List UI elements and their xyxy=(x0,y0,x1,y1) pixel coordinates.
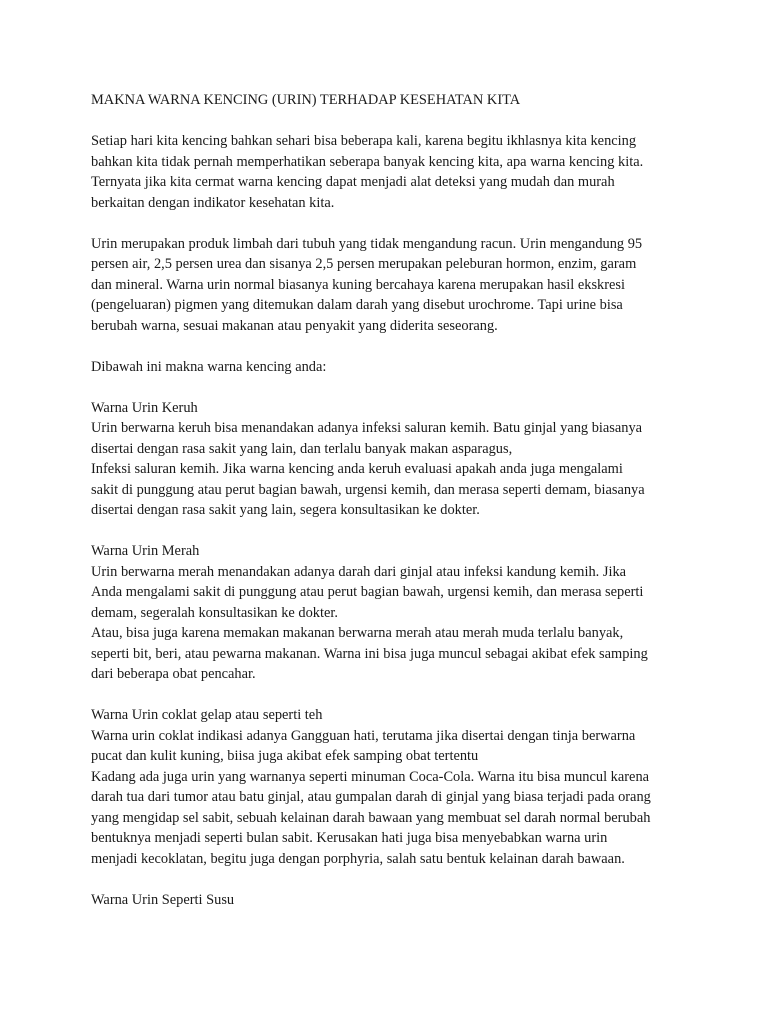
paragraph-line: bentuknya menjadi seperti bulan sabit. Kerusakan hati juga bisa menyebabkan warna urin xyxy=(91,830,608,846)
intro-paragraph xyxy=(91,131,691,213)
section-susu xyxy=(91,890,691,911)
paragraph-line: Setiap hari kita kencing bahkan sehari bisa beberapa kali, karena begitu ikhlasnya kita kencing xyxy=(91,133,637,149)
section-keruh xyxy=(91,398,691,521)
paragraph-line: Anda mengalami sakit di punggung atau perut bagian bawah, urgensi kemih, dan merasa seperti xyxy=(91,584,644,600)
paragraph-line: seperti bit, beri, atau pewarna makanan. Warna ini bisa juga muncul sebagai akibat efek samping xyxy=(91,645,648,662)
spacer xyxy=(91,685,691,706)
paragraph-line: Infeksi saluran kemih. Jika warna kencing anda keruh evaluasi apakah anda juga mengalami xyxy=(91,461,623,477)
paragraph-line: pucat dan kulit kuning, biisa juga akibat efek samping obat tertentu xyxy=(91,748,479,764)
paragraph-line: disertai dengan rasa sakit yang lain, segera konsultasikan ke dokter. xyxy=(91,502,480,518)
section-heading: Warna Urin coklat gelap atau seperti teh xyxy=(91,707,323,723)
paragraph-line: Atau, bisa juga karena memakan makanan berwarna merah atau merah muda terlalu banyak, xyxy=(91,625,624,641)
document-title: MAKNA WARNA KENCING (URIN) TERHADAP KESEHATAN KITA xyxy=(91,92,521,108)
spacer xyxy=(91,111,691,132)
paragraph-line: (pengeluaran) pigmen yang ditemukan dalam darah yang disebut urochrome. Tapi urine bisa xyxy=(91,297,623,313)
section-heading: Warna Urin Keruh xyxy=(91,399,198,416)
paragraph-line: disertai dengan rasa sakit yang lain, dan terlalu banyak makan asparagus, xyxy=(91,440,513,457)
paragraph-line: persen air, 2,5 persen urea dan sisanya 2,5 persen merupakan peleburan hormon, enzim, garam xyxy=(91,256,637,272)
spacer xyxy=(91,336,691,357)
section-merah xyxy=(91,541,691,685)
document-body xyxy=(91,90,691,910)
spacer xyxy=(91,377,691,398)
paragraph-line: Urin berwarna keruh bisa menandakan adanya infeksi saluran kemih. Batu ginjal yang biasanya xyxy=(91,420,643,436)
paragraph-line: dari beberapa obat pencahar. xyxy=(91,666,256,682)
composition-paragraph xyxy=(91,234,691,337)
paragraph-line: menjadi kecoklatan, begitu juga dengan porphyria, salah satu bentuk kelainan darah bawaan. xyxy=(91,850,625,867)
spacer xyxy=(91,521,691,542)
paragraph-line: berkaitan dengan indikator kesehatan kita. xyxy=(91,194,335,211)
paragraph-line: yang mengidap sel sabit, sebuah kelainan darah bawaan yang membuat sel darah normal berubah xyxy=(91,809,651,826)
paragraph-line: berubah warna, sesuai makanan atau penyakit yang diderita seseorang. xyxy=(91,317,498,334)
section-heading: Warna Urin Merah xyxy=(91,543,200,559)
paragraph-line: dan mineral. Warna urin normal biasanya kuning bercahaya karena merupakan hasil ekskresi xyxy=(91,276,626,293)
paragraph-line: bahkan kita tidak pernah memperhatikan seberapa banyak kencing kita, apa warna kencing kita. xyxy=(91,153,644,170)
section-heading: Warna Urin Seperti Susu xyxy=(91,891,235,908)
paragraph-line: demam, segeralah konsultasikan ke dokter. xyxy=(91,604,338,621)
paragraph-line: sakit di punggung atau perut bagian bawah, urgensi kemih, dan merasa seperti demam, biasanya xyxy=(91,481,645,498)
paragraph-line: Urin merupakan produk limbah dari tubuh yang tidak mengandung racun. Urin mengandung 95 xyxy=(91,235,643,252)
paragraph-line: darah tua dari tumor atau batu ginjal, atau gumpalan darah di ginjal yang biasa terjadi pada orang xyxy=(91,789,651,805)
paragraph-line: Urin berwarna merah menandakan adanya darah dari ginjal atau infeksi kandung kemih. Jika xyxy=(91,563,627,580)
paragraph-line: Ternyata jika kita cermat warna kencing dapat menjadi alat deteksi yang mudah dan murah xyxy=(91,174,615,190)
paragraph-line: Kadang ada juga urin yang warnanya seperti minuman Coca-Cola. Warna itu bisa muncul karena xyxy=(91,768,650,785)
lead-sentence: Dibawah ini makna warna kencing anda: xyxy=(91,358,327,375)
spacer xyxy=(91,213,691,234)
paragraph-line: Warna urin coklat indikasi adanya Gangguan hati, terutama jika disertai dengan tinja berwarna xyxy=(91,727,636,744)
spacer xyxy=(91,869,691,890)
section-coklat xyxy=(91,705,691,869)
